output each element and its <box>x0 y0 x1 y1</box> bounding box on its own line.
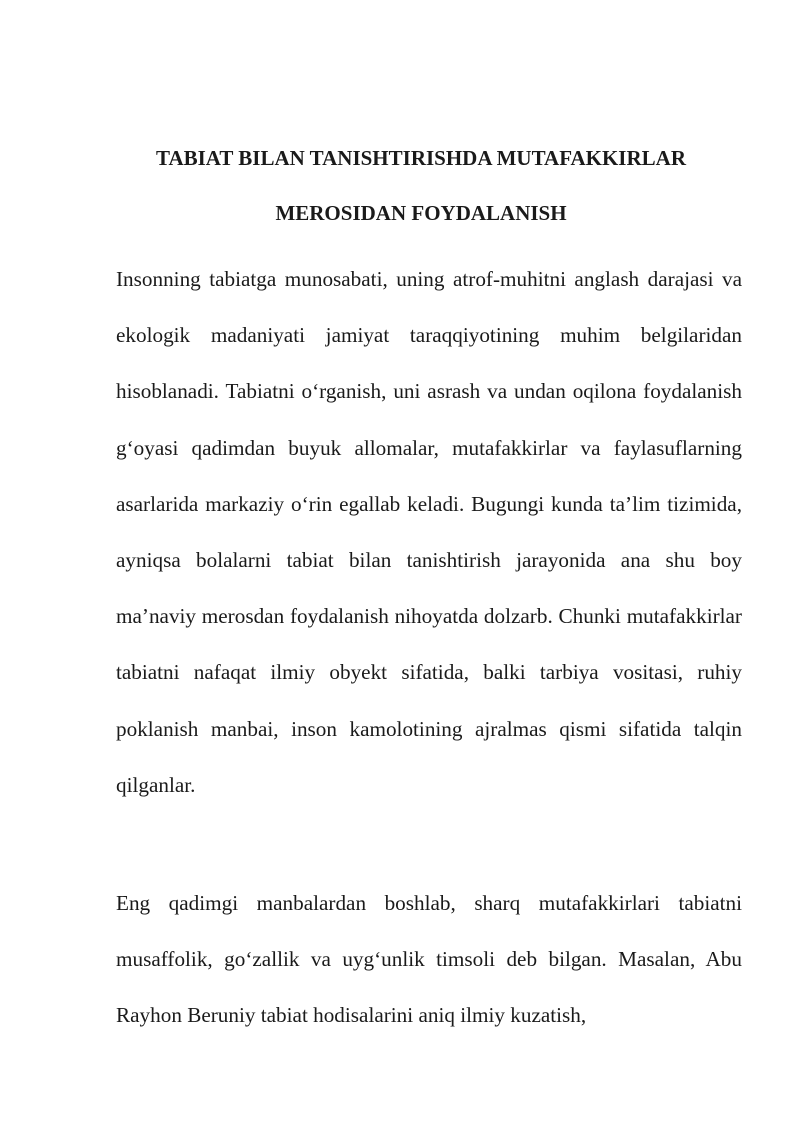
document-title-line-1: TABIAT BILAN TANISHTIRISHDA MUTAFAKKIRLAR <box>156 146 686 170</box>
body-paragraph-1: Insonning tabiatga munosabati, uning atrof-muhitni anglash darajasi va ekologik madaniyati jamiyat taraqqiyotining muhim belgilaridan hisoblanadi. Tabiatni o‘rganish, uni asrash va undan oqilona foydalanish g‘oyasi qadimdan buyuk allomalar, mutafakkirlar va faylasuflarning asarlarida markaziy o‘rin egallab keladi. Bugungi kunda ta’lim tizimida, ayniqsa bolalarni tabiat bilan tanishtirish jarayonida ana shu boy ma’naviy merosdan foydalanish nihoyatda dolzarb. Chunki mutafakkirlar tabiatni nafaqat ilmiy obyekt sifatida, balki tarbiya vositasi, ruhiy poklanish manbai, inson kamolotining ajralmas qismi sifatida talqin qilganlar. <box>116 267 742 797</box>
document-title-line-2: MEROSIDAN FOYDALANISH <box>275 201 567 225</box>
body-paragraph-2: Eng qadimgi manbalardan boshlab, sharq mutafakkirlari tabiatni musaffolik, go‘zallik va uyg‘unlik timsoli deb bilgan. Masalan, Abu Rayhon Beruniy tabiat hodisalarini aniq ilmiy kuzatish, <box>116 891 742 1028</box>
